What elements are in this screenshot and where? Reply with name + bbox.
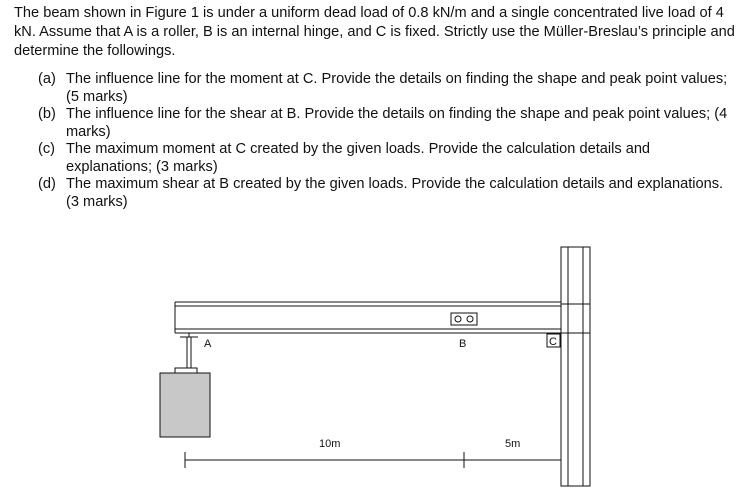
support-block <box>160 373 210 437</box>
label-a: A <box>204 338 212 350</box>
part-text: The maximum shear at B created by the given loads. Provide the calculation details and explanations. (3 marks) <box>66 176 724 210</box>
part-label: (d) <box>38 176 56 192</box>
fixed-column <box>561 247 590 486</box>
part-text: The maximum moment at C created by the given loads. Provide the calculation details and explanations; (3 marks) <box>66 141 651 175</box>
roller-base <box>175 368 197 373</box>
part-text: The influence line for the moment at C. Provide the details on finding the shape and peak point values; (5 marks) <box>66 71 728 105</box>
hinge-pin <box>455 316 461 322</box>
label-c: C <box>549 336 557 348</box>
dimension-ab-label: 10m <box>319 438 341 450</box>
label-b: B <box>459 338 467 350</box>
part-label: (b) <box>38 106 56 122</box>
dimension-bc-label: 5m <box>505 438 521 450</box>
part-label: (c) <box>38 141 56 157</box>
part-text: The influence line for the shear at B. Provide the details on finding the shape and peak point values; (4 marks) <box>66 106 728 140</box>
hinge-pin <box>467 316 473 322</box>
part-label: (a) <box>38 71 56 87</box>
problem-intro: The beam shown in Figure 1 is under a uniform dead load of 0.8 kN/m and a single concentrated live load of 4 kN. Assume that A is a roller, B is an internal hinge, and C is fixed. Strictly use the Müller-Breslau’s principle and determine the followings. <box>14 5 735 59</box>
